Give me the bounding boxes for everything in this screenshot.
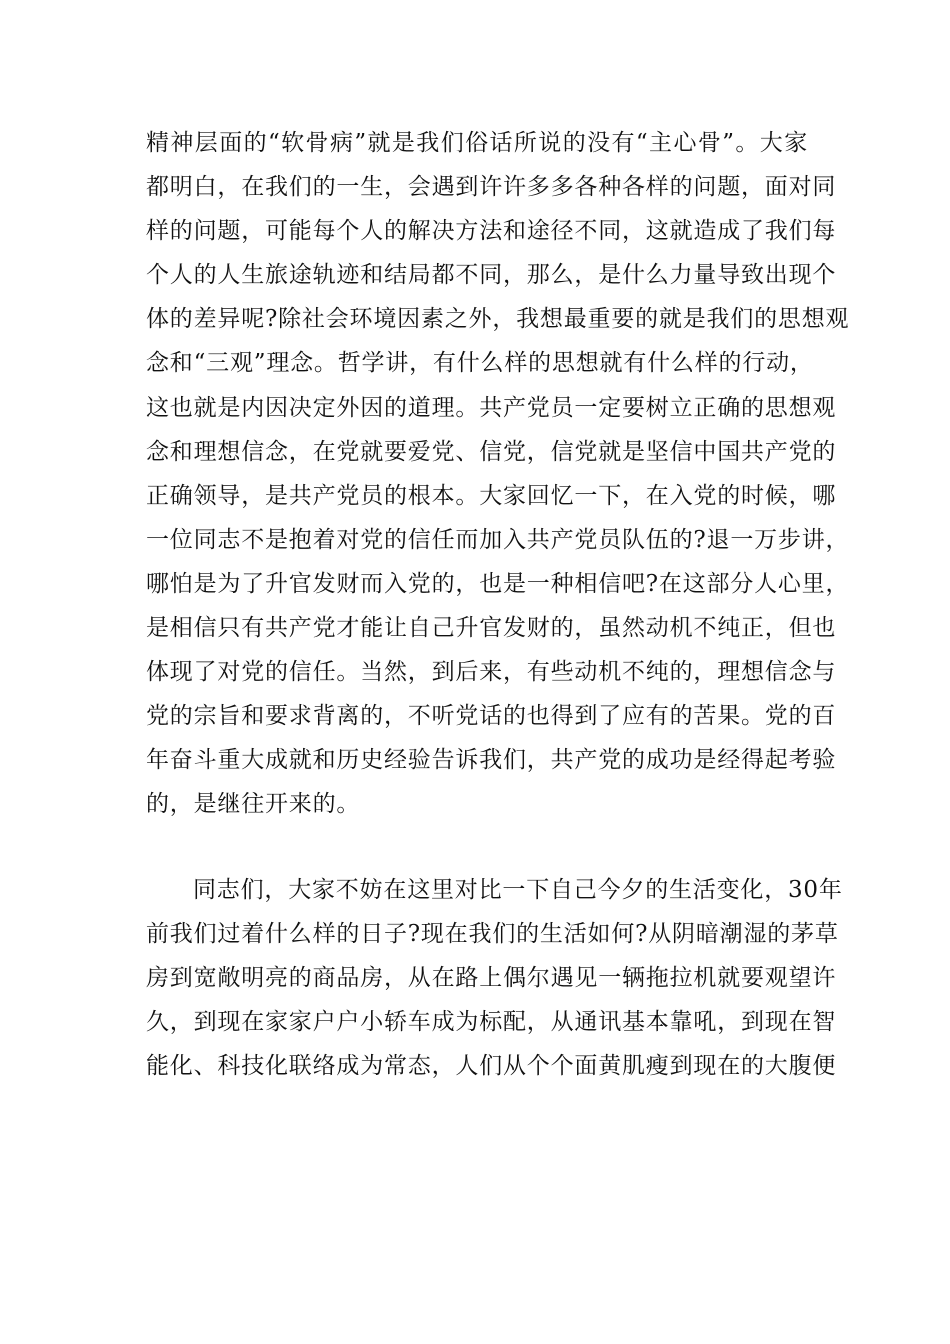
paragraph-1: [146, 121, 850, 827]
paragraph-line: 正确领导，是共产党员的根本。大家回忆一下，在入党的时候，哪: [146, 482, 837, 509]
paragraph-line: 同志们，大家不妨在这里对比一下自己今夕的生活变化，30年: [193, 876, 843, 903]
paragraph-line: 是相信只有共产党才能让自己升官发财的，虽然动机不纯正，但也: [146, 615, 837, 642]
paragraph-spacer: [146, 827, 808, 868]
paragraph-line: 房到宽敞明亮的商品房，从在路上偶尔遇见一辆拖拉机就要观望许: [146, 964, 837, 991]
document-body: [146, 121, 850, 1088]
paragraph-line: 样的问题，可能每个人的解决方法和途径不同，这就造成了我们每: [146, 218, 837, 245]
paragraph-line: 念和“三观”理念。哲学讲，有什么样的思想就有什么样的行动，: [146, 350, 814, 377]
paragraph-line: 年奋斗重大成就和历史经验告诉我们，共产党的成功是经得起考验: [146, 747, 837, 774]
paragraph-line: 个人的人生旅途轨迹和结局都不同，那么，是什么力量导致出现个: [146, 262, 837, 289]
paragraph-line: 这也就是内因决定外因的道理。共产党员一定要树立正确的思想观: [146, 394, 837, 421]
paragraph-line: 能化、科技化联络成为常态，人们从个个面黄肌瘦到现在的大腹便: [146, 1052, 837, 1079]
paragraph-line: 一位同志不是抱着对党的信任而加入共产党员队伍的?退一万步讲，: [146, 526, 850, 553]
paragraph-line: 体现了对党的信任。当然，到后来，有些动机不纯的，理想信念与: [146, 659, 837, 686]
paragraph-line: 体的差异呢?除社会环境因素之外，我想最重要的就是我们的思想观: [146, 306, 850, 333]
paragraph-line: 都明白，在我们的一生，会遇到许许多多各种各样的问题，面对同: [146, 174, 837, 201]
paragraph-line: 久，到现在家家户户小轿车成为标配，从通讯基本靠吼，到现在智: [146, 1008, 837, 1035]
paragraph-line: 哪怕是为了升官发财而入党的，也是一种相信吧?在这部分人心里，: [146, 570, 850, 597]
paragraph-line: 前我们过着什么样的日子?现在我们的生活如何?从阴暗潮湿的茅草: [146, 920, 839, 947]
paragraph-2: [146, 868, 843, 1088]
paragraph-line: 精神层面的“软骨病”就是我们俗话所说的没有“主心骨”。大家: [146, 130, 808, 156]
paragraph-line: 的，是继往开来的。: [146, 791, 361, 818]
paragraph-line: 念和理想信念，在党就要爱党、信党，信党就是坚信中国共产党的: [146, 438, 837, 465]
paragraph-line: 党的宗旨和要求背离的，不听党话的也得到了应有的苦果。党的百: [146, 703, 837, 730]
